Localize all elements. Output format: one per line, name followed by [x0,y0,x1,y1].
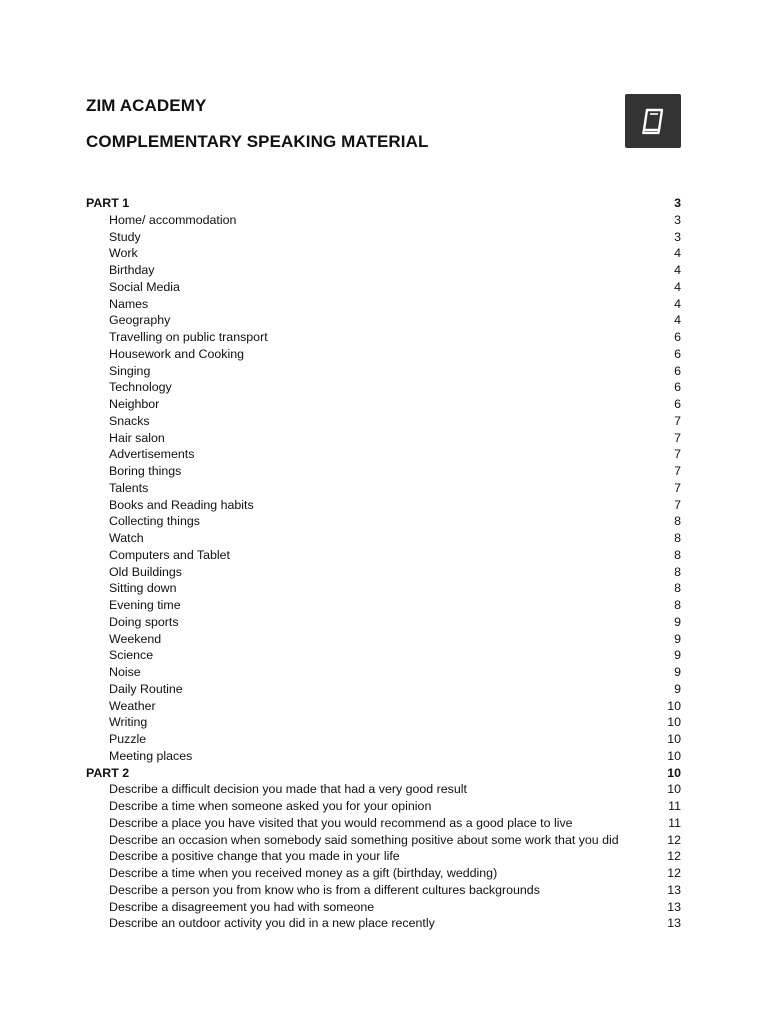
toc-entry-title: Talents [109,480,149,495]
toc-page-number: 6 [674,380,681,395]
toc-entry-row[interactable] [86,480,681,497]
toc-entry-title: Describe a place you have visited that you would recommend as a good place to live [109,815,573,830]
toc-page-number: 12 [667,866,681,880]
toc-entry-row[interactable] [86,664,681,681]
toc-page-number: 13 [667,882,681,897]
toc-entry-title: Travelling on public transport [109,330,268,344]
toc-entry-title: Snacks [109,413,150,428]
document-title: COMPLEMENTARY SPEAKING MATERIAL [86,132,429,151]
toc-entry-title: Singing [109,363,151,378]
toc-entry-row[interactable] [86,714,681,731]
toc-entry-row[interactable] [86,698,681,715]
toc-entry-row[interactable] [86,848,681,865]
toc-page-number: 8 [674,564,681,579]
toc-entry-row[interactable] [86,229,681,246]
toc-page-number: 6 [674,397,681,411]
toc-entry-title: Puzzle [109,732,147,746]
toc-entry-title: Hair salon [109,430,165,445]
toc-entry-title: Neighbor [109,397,160,411]
toc-entry-title: Describe a time when you received money as a gift (birthday, wedding) [109,866,498,880]
toc-entry-title: Daily Routine [109,681,183,696]
toc-entry-row[interactable] [86,899,681,916]
toc-entry-row[interactable] [86,446,681,463]
toc-page-number: 10 [667,732,681,746]
toc-entry-title: Housework and Cooking [109,346,244,361]
toc-page-number: 12 [667,849,681,864]
toc-page-number: 10 [667,782,681,797]
toc-page-number: 4 [674,279,681,294]
toc-page-number: 8 [674,531,681,545]
toc-entry-row[interactable] [86,430,681,447]
toc-entry-row[interactable] [86,781,681,798]
toc-entry-row[interactable] [86,262,681,279]
toc-page-number: 4 [674,246,681,261]
toc-page-number: 8 [674,581,681,596]
toc-page-number: 9 [674,681,681,696]
toc-page-number: 6 [674,363,681,378]
toc-entry-title: Boring things [109,464,182,478]
toc-entry-row[interactable] [86,312,681,329]
toc-page-number: 7 [674,447,681,462]
toc-entry-row[interactable] [86,815,681,832]
toc-entry-row[interactable] [86,614,681,631]
toc-page-number: 4 [674,313,681,328]
toc-page-number: 7 [674,430,681,445]
toc-entry-row[interactable] [86,631,681,648]
toc-entry-title: Names [109,296,149,311]
toc-page-number: 8 [674,598,681,612]
toc-entry-title: Weekend [109,631,162,646]
toc-entry-row[interactable] [86,379,681,396]
toc-page-number: 4 [674,263,681,277]
toc-page-number: 9 [674,631,681,646]
toc-entry-title: Books and Reading habits [109,497,254,512]
toc-entry-row[interactable] [86,798,681,815]
toc-entry-row[interactable] [86,731,681,748]
toc-entry-title: Collecting things [109,514,200,529]
toc-entry-row[interactable] [86,530,681,547]
toc-entry-title: Describe an outdoor activity you did in a new place recently [109,916,435,931]
toc-page-number: 10 [667,765,681,780]
toc-page-number: 12 [667,832,681,847]
toc-entry-row[interactable] [86,413,681,430]
toc-entry-title: Advertisements [109,447,195,462]
toc-page-number: 13 [667,916,681,931]
toc-entry-row[interactable] [86,463,681,480]
organization-name: ZIM ACADEMY [86,96,207,115]
toc-page-number: 13 [667,899,681,914]
toc-page-number: 6 [674,346,681,361]
toc-entry-title: Describe a positive change that you made in your life [109,849,400,864]
toc-entry-row[interactable] [86,681,681,698]
toc-entry-row[interactable] [86,882,681,899]
document-header [86,92,682,162]
toc-entry-row[interactable] [86,363,681,380]
book-icon [638,106,668,136]
toc-page-number: 11 [668,815,681,830]
toc-entry-title: Geography [109,313,171,328]
toc-section-title: PART 1 [86,196,130,210]
toc-entry-row[interactable] [86,547,681,564]
toc-entry-row[interactable] [86,915,681,932]
toc-entry-title: Social Media [109,279,180,294]
toc-entry-title: Home/ accommodation [109,212,237,227]
toc-section-row[interactable] [86,765,681,782]
toc-page-number: 8 [674,547,681,562]
toc-section-row[interactable] [86,195,681,212]
toc-entry-title: Watch [109,531,144,545]
toc-entry-row[interactable] [86,832,681,849]
toc-page-number: 9 [674,614,681,629]
toc-page-number: 11 [668,799,681,813]
table-of-contents [86,195,681,932]
toc-entry-row[interactable] [86,329,681,346]
toc-entry-title: Describe an occasion when somebody said something positive about some work that you did [109,832,619,847]
toc-page-number: 10 [667,748,681,763]
toc-entry-title: Computers and Tablet [109,547,230,562]
toc-entry-row[interactable] [86,279,681,296]
toc-page-number: 10 [667,698,681,713]
toc-page-number: 7 [674,464,681,478]
toc-entry-row[interactable] [86,513,681,530]
toc-section-title: PART 2 [86,765,130,780]
toc-entry-title: Birthday [109,263,155,277]
toc-entry-row[interactable] [86,346,681,363]
toc-entry-row[interactable] [86,748,681,765]
toc-entry-title: Study [109,229,141,244]
toc-page-number: 9 [674,665,681,679]
toc-entry-title: Evening time [109,598,181,612]
toc-entry-title: Science [109,648,154,663]
toc-entry-row[interactable] [86,396,681,413]
toc-entry-title: Describe a time when someone asked you for your opinion [109,799,432,813]
toc-page-number: 6 [674,330,681,344]
toc-entry-row[interactable] [86,245,681,262]
toc-page-number: 8 [674,514,681,529]
toc-entry-row[interactable] [86,296,681,313]
toc-page-number: 10 [667,715,681,730]
toc-entry-row[interactable] [86,212,681,229]
toc-entry-row[interactable] [86,580,681,597]
toc-entry-title: Work [109,246,138,261]
toc-page-number: 7 [674,413,681,428]
toc-entry-title: Technology [109,380,172,395]
toc-page-number: 9 [674,648,681,663]
toc-entry-title: Noise [109,665,141,679]
toc-page-number: 3 [674,229,681,244]
toc-page-number: 3 [674,196,681,210]
toc-entry-title: Describe a disagreement you had with someone [109,899,375,914]
toc-entry-row[interactable] [86,647,681,664]
toc-entry-title: Describe a difficult decision you made that had a very good result [109,782,467,797]
toc-entry-row[interactable] [86,564,681,581]
toc-entry-row[interactable] [86,865,681,882]
toc-entry-title: Doing sports [109,614,179,629]
toc-page-number: 3 [674,212,681,227]
toc-entry-row[interactable] [86,497,681,514]
toc-entry-row[interactable] [86,597,681,614]
toc-entry-title: Writing [109,715,148,730]
toc-page-number: 4 [674,296,681,311]
toc-entry-title: Sitting down [109,581,177,596]
toc-entry-title: Describe a person you from know who is from a different cultures backgrounds [109,882,540,897]
toc-page-number: 7 [674,480,681,495]
toc-page-number: 7 [674,497,681,512]
toc-entry-title: Weather [109,698,156,713]
toc-entry-title: Meeting places [109,748,193,763]
toc-entry-title: Old Buildings [109,564,183,579]
logo [625,94,681,148]
